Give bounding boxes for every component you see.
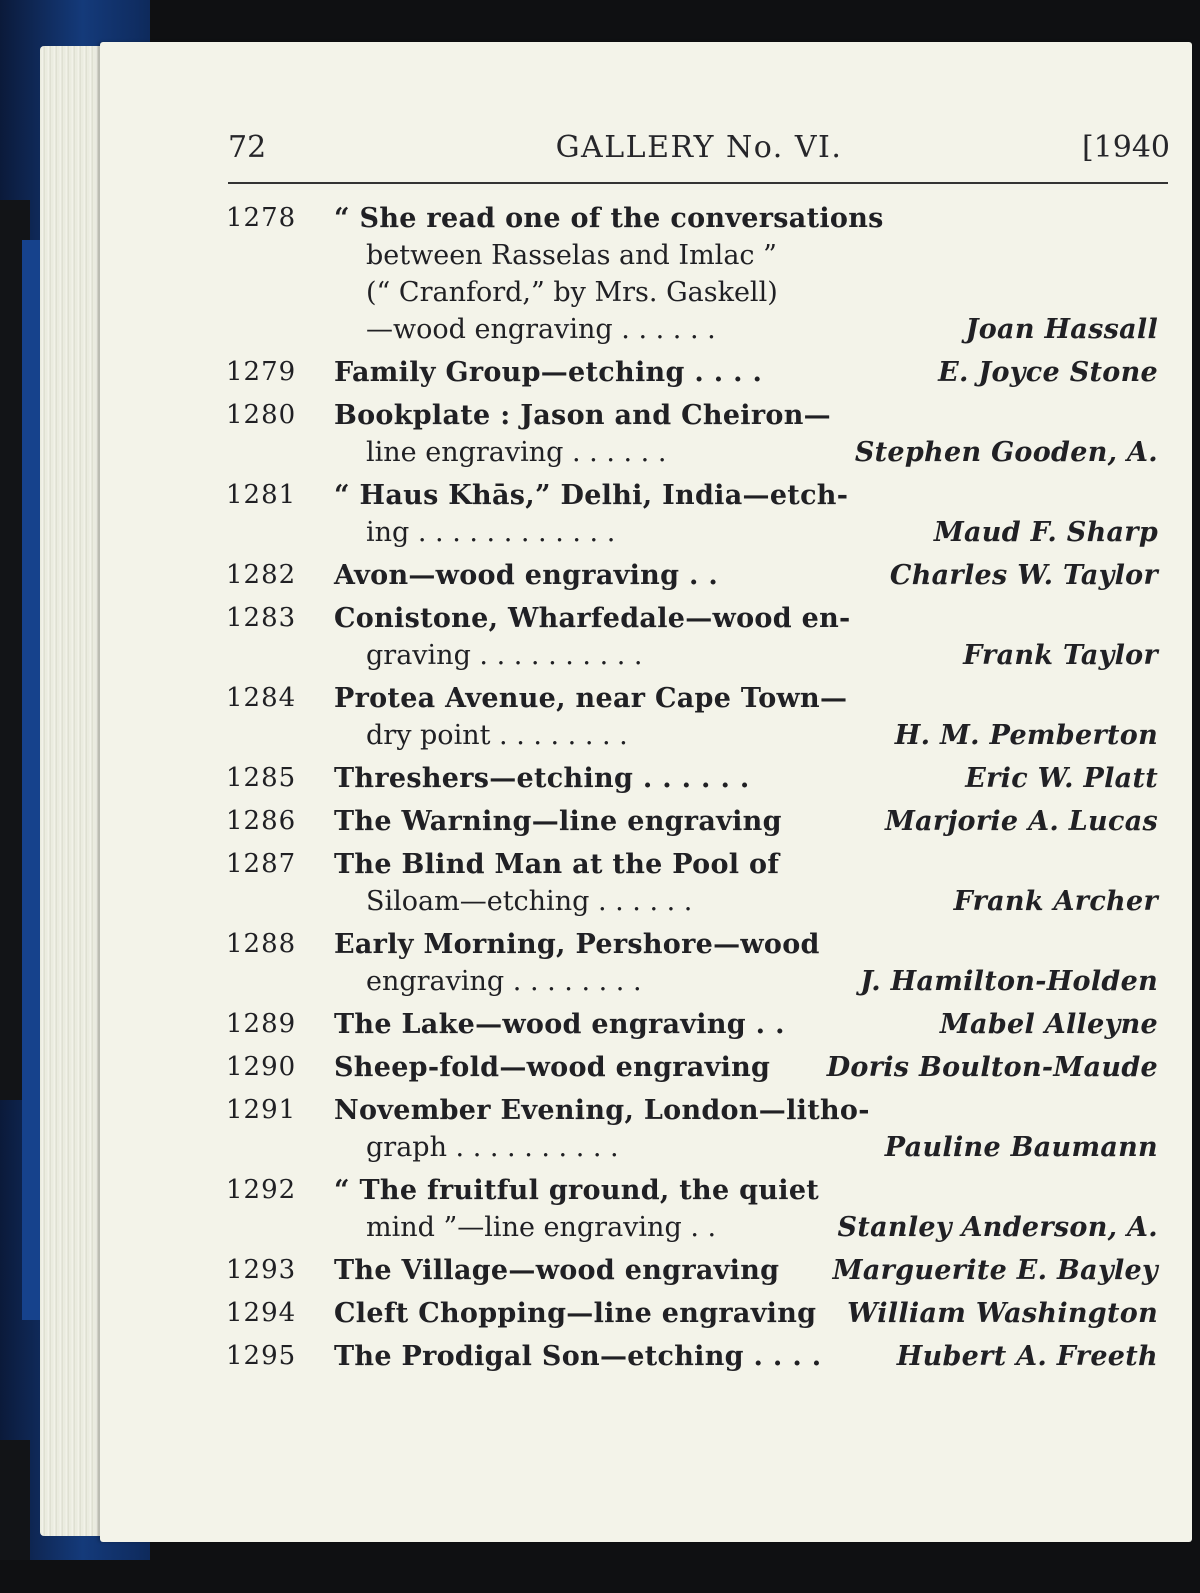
entry-line [216, 354, 1168, 391]
page-year: [1940 [1081, 130, 1170, 165]
page-header [228, 126, 1170, 172]
entry-number: 1287 [226, 849, 297, 879]
page-number: 72 [228, 130, 267, 165]
entry-title-continued: ing . . . . . . . . . . . . [366, 517, 616, 548]
entry-line [216, 963, 1168, 1000]
entry-line [216, 1092, 1168, 1129]
entry-line [216, 557, 1168, 594]
entry-line [216, 274, 1168, 311]
catalogue-entry [216, 1049, 1168, 1086]
entry-number: 1289 [226, 1009, 297, 1039]
entry-artist: Joan Hassall [965, 314, 1158, 345]
entry-artist: H. M. Pemberton [894, 720, 1158, 751]
catalogue-entry [216, 477, 1168, 551]
entry-line [216, 477, 1168, 514]
entry-title: November Evening, London—litho- [334, 1095, 870, 1126]
entry-line [216, 1295, 1168, 1332]
entry-title: Threshers—etching . . . . . . [334, 763, 750, 794]
entry-title: The Blind Man at the Pool of [334, 849, 780, 880]
entry-line [216, 237, 1168, 274]
entry-line [216, 1338, 1168, 1375]
entry-artist: Frank Taylor [963, 640, 1158, 671]
entry-number: 1281 [226, 480, 297, 510]
entry-line [216, 1172, 1168, 1209]
entry-artist: William Washington [847, 1298, 1158, 1329]
entry-title: The Prodigal Son—etching . . . . [334, 1341, 822, 1372]
catalogue-entry [216, 1006, 1168, 1043]
entry-number: 1295 [226, 1341, 297, 1371]
entry-title-continued: Siloam—etching . . . . . . [366, 886, 693, 917]
entry-title: Early Morning, Pershore—wood [334, 929, 820, 960]
entry-number: 1290 [226, 1052, 297, 1082]
entry-list [216, 200, 1168, 1381]
entry-artist: Eric W. Platt [965, 763, 1158, 794]
entry-title-continued: (“ Cranford,” by Mrs. Gaskell) [366, 277, 778, 308]
entry-line [216, 717, 1168, 754]
catalogue-entry [216, 1252, 1168, 1289]
page-title: GALLERY No. VI. [555, 130, 843, 165]
catalogue-entry [216, 1092, 1168, 1166]
entry-artist: Hubert A. Freeth [896, 1341, 1158, 1372]
entry-title: Conistone, Wharfedale—wood en- [334, 603, 851, 634]
entry-number: 1284 [226, 683, 297, 713]
entry-title-continued: engraving . . . . . . . . [366, 966, 642, 997]
entry-artist: Pauline Baumann [884, 1132, 1158, 1163]
entry-line [216, 1252, 1168, 1289]
entry-line [216, 1209, 1168, 1246]
entry-number: 1288 [226, 929, 297, 959]
entry-title-continued: graving . . . . . . . . . . [366, 640, 643, 671]
entry-line [216, 680, 1168, 717]
entry-number: 1292 [226, 1175, 297, 1205]
catalogue-entry [216, 680, 1168, 754]
catalogue-entry [216, 600, 1168, 674]
entry-line [216, 760, 1168, 797]
entry-number: 1282 [226, 560, 297, 590]
catalogue-entry [216, 760, 1168, 797]
entry-title: Sheep-fold—wood engraving [334, 1052, 771, 1083]
entry-artist: Maud F. Sharp [933, 517, 1158, 548]
entry-title: The Village—wood engraving [334, 1255, 780, 1286]
entry-title-continued: dry point . . . . . . . . [366, 720, 628, 751]
entry-artist: J. Hamilton-Holden [860, 966, 1158, 997]
entry-line [216, 1006, 1168, 1043]
cover-shadow-band-lower [0, 1440, 30, 1560]
header-rule [228, 182, 1168, 184]
entry-line [216, 883, 1168, 920]
catalogue-entry [216, 1172, 1168, 1246]
entry-title-continued: graph . . . . . . . . . . [366, 1132, 619, 1163]
entry-title: The Warning—line engraving [334, 806, 782, 837]
entry-number: 1286 [226, 806, 297, 836]
entry-line [216, 1129, 1168, 1166]
entry-line [216, 926, 1168, 963]
entry-number: 1280 [226, 400, 297, 430]
entry-artist: Mabel Alleyne [939, 1009, 1158, 1040]
entry-title: Avon—wood engraving . . [334, 560, 719, 591]
catalogue-entry [216, 397, 1168, 471]
catalogue-entry [216, 1338, 1168, 1375]
entry-artist: E. Joyce Stone [938, 357, 1158, 388]
entry-line [216, 637, 1168, 674]
entry-line [216, 311, 1168, 348]
entry-number: 1283 [226, 603, 297, 633]
entry-title: “ She read one of the conversations [334, 203, 884, 234]
entry-title: Bookplate : Jason and Cheiron— [334, 400, 831, 431]
entry-title: “ The fruitful ground, the quiet [334, 1175, 820, 1206]
entry-number: 1279 [226, 357, 297, 387]
entry-title: Family Group—etching . . . . [334, 357, 763, 388]
entry-title-continued: between Rasselas and Imlac ” [366, 240, 777, 271]
entry-title: Protea Avenue, near Cape Town— [334, 683, 848, 714]
entry-line [216, 397, 1168, 434]
entry-title: “ Haus Khās,” Delhi, India—etch- [334, 480, 849, 511]
catalogue-entry [216, 200, 1168, 348]
entry-artist: Stephen Gooden, A. [854, 437, 1158, 468]
entry-line [216, 846, 1168, 883]
catalogue-entry [216, 846, 1168, 920]
entry-line [216, 1049, 1168, 1086]
entry-number: 1293 [226, 1255, 297, 1285]
entry-line [216, 514, 1168, 551]
entry-artist: Marguerite E. Bayley [832, 1255, 1158, 1286]
entry-line [216, 200, 1168, 237]
catalogue-entry [216, 926, 1168, 1000]
entry-title-continued: —wood engraving . . . . . . [366, 314, 716, 345]
catalogue-entry [216, 803, 1168, 840]
entry-title-continued: line engraving . . . . . . [366, 437, 667, 468]
entry-line [216, 434, 1168, 471]
entry-artist: Marjorie A. Lucas [884, 806, 1158, 837]
catalogue-entry [216, 557, 1168, 594]
entry-artist: Stanley Anderson, A. [837, 1212, 1158, 1243]
entry-artist: Frank Archer [953, 886, 1158, 917]
entry-artist: Charles W. Taylor [889, 560, 1158, 591]
catalogue-entry [216, 354, 1168, 391]
entry-title-continued: mind ”—line engraving . . [366, 1212, 717, 1243]
entry-title: Cleft Chopping—line engraving [334, 1298, 817, 1329]
catalogue-entry [216, 1295, 1168, 1332]
entry-artist: Doris Boulton-Maude [826, 1052, 1158, 1083]
entry-number: 1291 [226, 1095, 297, 1125]
entry-number: 1285 [226, 763, 297, 793]
entry-line [216, 803, 1168, 840]
entry-number: 1294 [226, 1298, 297, 1328]
entry-number: 1278 [226, 203, 297, 233]
entry-title: The Lake—wood engraving . . [334, 1009, 785, 1040]
entry-line [216, 600, 1168, 637]
